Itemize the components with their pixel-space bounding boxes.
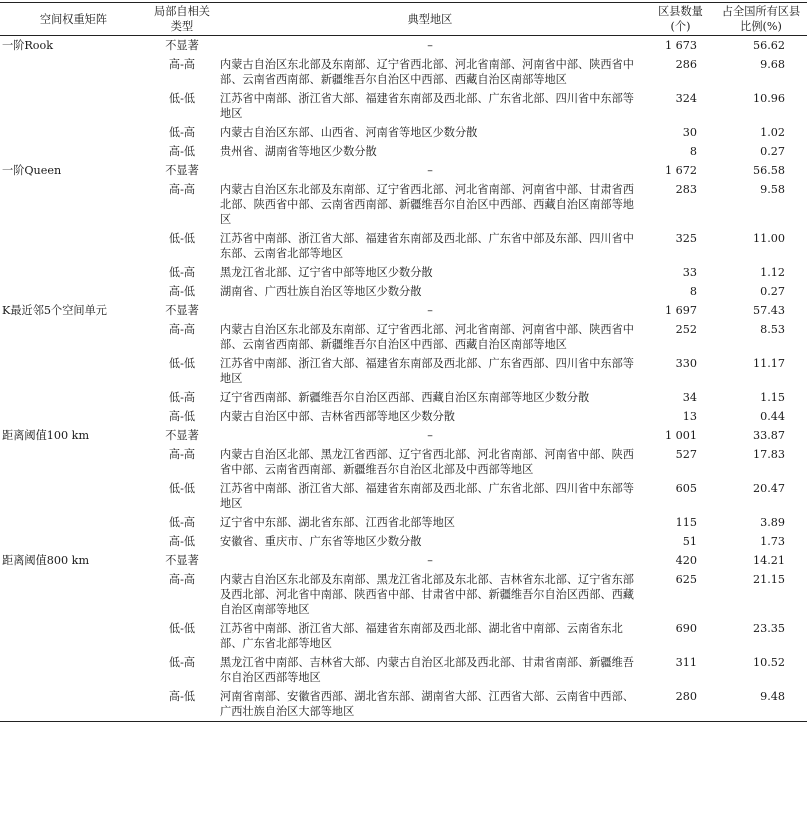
county-count: 324: [675, 92, 697, 105]
matrix-name: [0, 263, 148, 282]
header-pct: 占全国所有区县比例(%): [721, 5, 801, 33]
typical-region: 江苏省中南部、浙江省大部、福建省东南部及西北部、广东省西部、四川省中东部等地区: [220, 357, 634, 385]
autocorrelation-type: 低-低: [168, 482, 196, 495]
header-row: [0, 3, 807, 36]
matrix-name: [0, 320, 148, 354]
county-count: 311: [675, 656, 697, 669]
autocorrelation-type: 低-高: [168, 656, 196, 669]
typical-region: –: [427, 304, 433, 317]
typical-region: –: [427, 39, 433, 52]
matrix-name: [0, 532, 148, 551]
header-region: 典型地区: [407, 12, 453, 26]
table-row: [0, 142, 807, 161]
county-percentage: 1.02: [760, 126, 785, 139]
table-row: [0, 532, 807, 551]
county-percentage: 9.48: [760, 690, 785, 703]
table-row: [0, 551, 807, 570]
table-row: [0, 687, 807, 722]
county-count: 1 673: [664, 39, 697, 52]
autocorrelation-type: 高-低: [168, 535, 196, 548]
autocorrelation-type: 高-低: [168, 410, 196, 423]
autocorrelation-type: 低-高: [168, 126, 196, 139]
autocorrelation-type: 不显著: [165, 164, 199, 177]
header-type: 局部自相关类型: [154, 5, 210, 33]
county-count: 115: [675, 516, 697, 529]
typical-region: 江苏省中南部、浙江省大部、福建省东南部及西北部、湖北省中南部、云南省东北部、广东省北部等地区: [220, 622, 623, 650]
matrix-name: [0, 354, 148, 388]
county-percentage: 1.73: [760, 535, 785, 548]
county-percentage: 11.00: [752, 232, 785, 245]
typical-region: –: [427, 164, 433, 177]
table-row: [0, 426, 807, 445]
autocorrelation-type: 高-高: [168, 573, 196, 586]
typical-region: 黑龙江省中南部、吉林省大部、内蒙古自治区北部及西北部、甘肃省南部、新疆维吾尔自治区西部等地区: [220, 656, 634, 684]
table-row: [0, 229, 807, 263]
typical-region: –: [427, 554, 433, 567]
matrix-name: [0, 513, 148, 532]
table-row: [0, 161, 807, 180]
typical-region: 贵州省、湖南省等地区少数分散: [220, 145, 377, 158]
typical-region: 内蒙古自治区东北部及东南部、黑龙江省北部及东北部、吉林省东北部、辽宁省东部及西北部、河北省中南部、陕西省中部、甘肃省中部、新疆维吾尔自治区西部、西藏自治区南部等地区: [220, 573, 634, 616]
county-count: 690: [675, 622, 697, 635]
table-row: [0, 180, 807, 229]
autocorrelation-type: 不显著: [165, 304, 199, 317]
autocorrelation-type: 低-低: [168, 92, 196, 105]
matrix-name: 距离阈值800 km: [2, 554, 90, 567]
county-percentage: 9.68: [760, 58, 785, 71]
autocorrelation-type: 低-高: [168, 266, 196, 279]
county-count: 252: [675, 323, 697, 336]
typical-region: 辽宁省西南部、新疆维吾尔自治区西部、西藏自治区东南部等地区少数分散: [220, 391, 590, 404]
table-row: [0, 36, 807, 56]
county-percentage: 11.17: [752, 357, 785, 370]
county-count: 33: [682, 266, 697, 279]
autocorrelation-type: 高-低: [168, 690, 196, 703]
county-count: 13: [682, 410, 697, 423]
matrix-name: [0, 570, 148, 619]
matrix-name: [0, 123, 148, 142]
typical-region: 内蒙古自治区东北部及东南部、辽宁省西北部、河北省南部、河南省中部、甘肃省西北部、陕西省中部、云南省西南部、新疆维吾尔自治区中西部、西藏自治区南部等地区: [220, 183, 634, 226]
typical-region: 河南省南部、安徽省西部、湖北省东部、湖南省大部、江西省大部、云南省中西部、广西壮族自治区大部等地区: [220, 690, 634, 718]
autocorrelation-type: 不显著: [165, 39, 199, 52]
county-percentage: 10.52: [752, 656, 785, 669]
county-count: 1 001: [664, 429, 697, 442]
matrix-name: [0, 619, 148, 653]
typical-region: 辽宁省中东部、湖北省东部、江西省北部等地区: [220, 516, 455, 529]
county-count: 51: [682, 535, 697, 548]
typical-region: 黑龙江省北部、辽宁省中部等地区少数分散: [220, 266, 433, 279]
county-count: 283: [675, 183, 697, 196]
autocorrelation-type: 高-低: [168, 285, 196, 298]
autocorrelation-type: 低-低: [168, 357, 196, 370]
autocorrelation-type: 高-高: [168, 448, 196, 461]
county-percentage: 1.15: [760, 391, 785, 404]
autocorrelation-type: 低-高: [168, 391, 196, 404]
county-count: 280: [675, 690, 697, 703]
typical-region: 湖南省、广西壮族自治区等地区少数分散: [220, 285, 422, 298]
table-row: [0, 354, 807, 388]
autocorrelation-type: 不显著: [165, 429, 199, 442]
table-row: [0, 388, 807, 407]
county-count: 420: [675, 554, 697, 567]
county-percentage: 56.58: [752, 164, 785, 177]
typical-region: 内蒙古自治区中部、吉林省西部等地区少数分散: [220, 410, 455, 423]
county-count: 625: [675, 573, 697, 586]
county-count: 8: [689, 145, 697, 158]
header-matrix: 空间权重矩阵: [39, 12, 108, 26]
county-percentage: 17.83: [752, 448, 785, 461]
table-row: [0, 407, 807, 426]
typical-region: 内蒙古自治区北部、黑龙江省西部、辽宁省西北部、河北省南部、河南省中部、陕西省中部、云南省西南部、新疆维吾尔自治区北部及中西部等地区: [220, 448, 634, 476]
table-row: [0, 123, 807, 142]
matrix-name: [0, 229, 148, 263]
autocorrelation-type: 不显著: [165, 554, 199, 567]
county-count: 605: [675, 482, 697, 495]
matrix-name: [0, 388, 148, 407]
table-body: [0, 36, 807, 722]
table-row: [0, 619, 807, 653]
autocorrelation-type: 高-高: [168, 58, 196, 71]
typical-region: 内蒙古自治区东北部及东南部、辽宁省西北部、河北省南部、河南省中部、陕西省中部、云南省西南部、新疆维吾尔自治区中西部、西藏自治区南部等地区: [220, 323, 634, 351]
matrix-name: [0, 142, 148, 161]
autocorrelation-type: 高-高: [168, 323, 196, 336]
matrix-name: [0, 282, 148, 301]
table-row: [0, 479, 807, 513]
matrix-name: [0, 479, 148, 513]
county-percentage: 21.15: [752, 573, 785, 586]
matrix-name: [0, 180, 148, 229]
matrix-name: [0, 407, 148, 426]
autocorrelation-type: 高-高: [168, 183, 196, 196]
county-count: 34: [682, 391, 697, 404]
county-count: 1 672: [664, 164, 697, 177]
header-count: 区县数量(个): [658, 5, 703, 33]
typical-region: –: [427, 429, 433, 442]
county-percentage: 8.53: [760, 323, 785, 336]
matrix-name: [0, 687, 148, 722]
county-count: 1 697: [664, 304, 697, 317]
matrix-name: [0, 653, 148, 687]
matrix-name: K最近邻5个空间单元: [2, 304, 107, 317]
county-count: 527: [675, 448, 697, 461]
table-row: [0, 282, 807, 301]
table-row: [0, 263, 807, 282]
county-percentage: 57.43: [752, 304, 785, 317]
table-row: [0, 513, 807, 532]
spatial-autocorrelation-table: [0, 2, 807, 722]
table-row: [0, 320, 807, 354]
table-row: [0, 301, 807, 320]
autocorrelation-type: 高-低: [168, 145, 196, 158]
typical-region: 江苏省中南部、浙江省大部、福建省东南部及西北部、广东省北部、四川省中东部等地区: [220, 482, 634, 510]
county-percentage: 0.44: [760, 410, 785, 423]
table-row: [0, 55, 807, 89]
autocorrelation-type: 低-低: [168, 232, 196, 245]
county-count: 330: [675, 357, 697, 370]
typical-region: 江苏省中南部、浙江省大部、福建省东南部及西北部、广东省北部、四川省中东部等地区: [220, 92, 634, 120]
matrix-name: [0, 55, 148, 89]
typical-region: 内蒙古自治区东北部及东南部、辽宁省西北部、河北省南部、河南省中部、陕西省中部、云南省西南部、新疆维吾尔自治区中西部、西藏自治区南部等地区: [220, 58, 634, 86]
county-count: 30: [682, 126, 697, 139]
county-percentage: 9.58: [760, 183, 785, 196]
county-count: 8: [689, 285, 697, 298]
county-percentage: 3.89: [760, 516, 785, 529]
county-percentage: 0.27: [760, 145, 785, 158]
matrix-name: 距离阈值100 km: [2, 429, 90, 442]
county-percentage: 10.96: [752, 92, 785, 105]
typical-region: 内蒙古自治区东部、山西省、河南省等地区少数分散: [220, 126, 478, 139]
table-row: [0, 89, 807, 123]
county-percentage: 20.47: [752, 482, 785, 495]
county-percentage: 0.27: [760, 285, 785, 298]
matrix-name: 一阶Queen: [2, 164, 62, 177]
autocorrelation-type: 低-高: [168, 516, 196, 529]
autocorrelation-type: 低-低: [168, 622, 196, 635]
typical-region: 安徽省、重庆市、广东省等地区少数分散: [220, 535, 422, 548]
typical-region: 江苏省中南部、浙江省大部、福建省东南部及西北部、广东省中部及东部、四川省中东部、云南省北部等地区: [220, 232, 634, 260]
table-row: [0, 445, 807, 479]
matrix-name: [0, 89, 148, 123]
matrix-name: [0, 445, 148, 479]
table-header: [0, 3, 807, 36]
table-row: [0, 570, 807, 619]
matrix-name: 一阶Rook: [2, 39, 54, 52]
county-percentage: 14.21: [752, 554, 785, 567]
county-count: 325: [675, 232, 697, 245]
county-percentage: 23.35: [752, 622, 785, 635]
county-count: 286: [675, 58, 697, 71]
table-row: [0, 653, 807, 687]
county-percentage: 56.62: [752, 39, 785, 52]
county-percentage: 33.87: [752, 429, 785, 442]
county-percentage: 1.12: [760, 266, 785, 279]
